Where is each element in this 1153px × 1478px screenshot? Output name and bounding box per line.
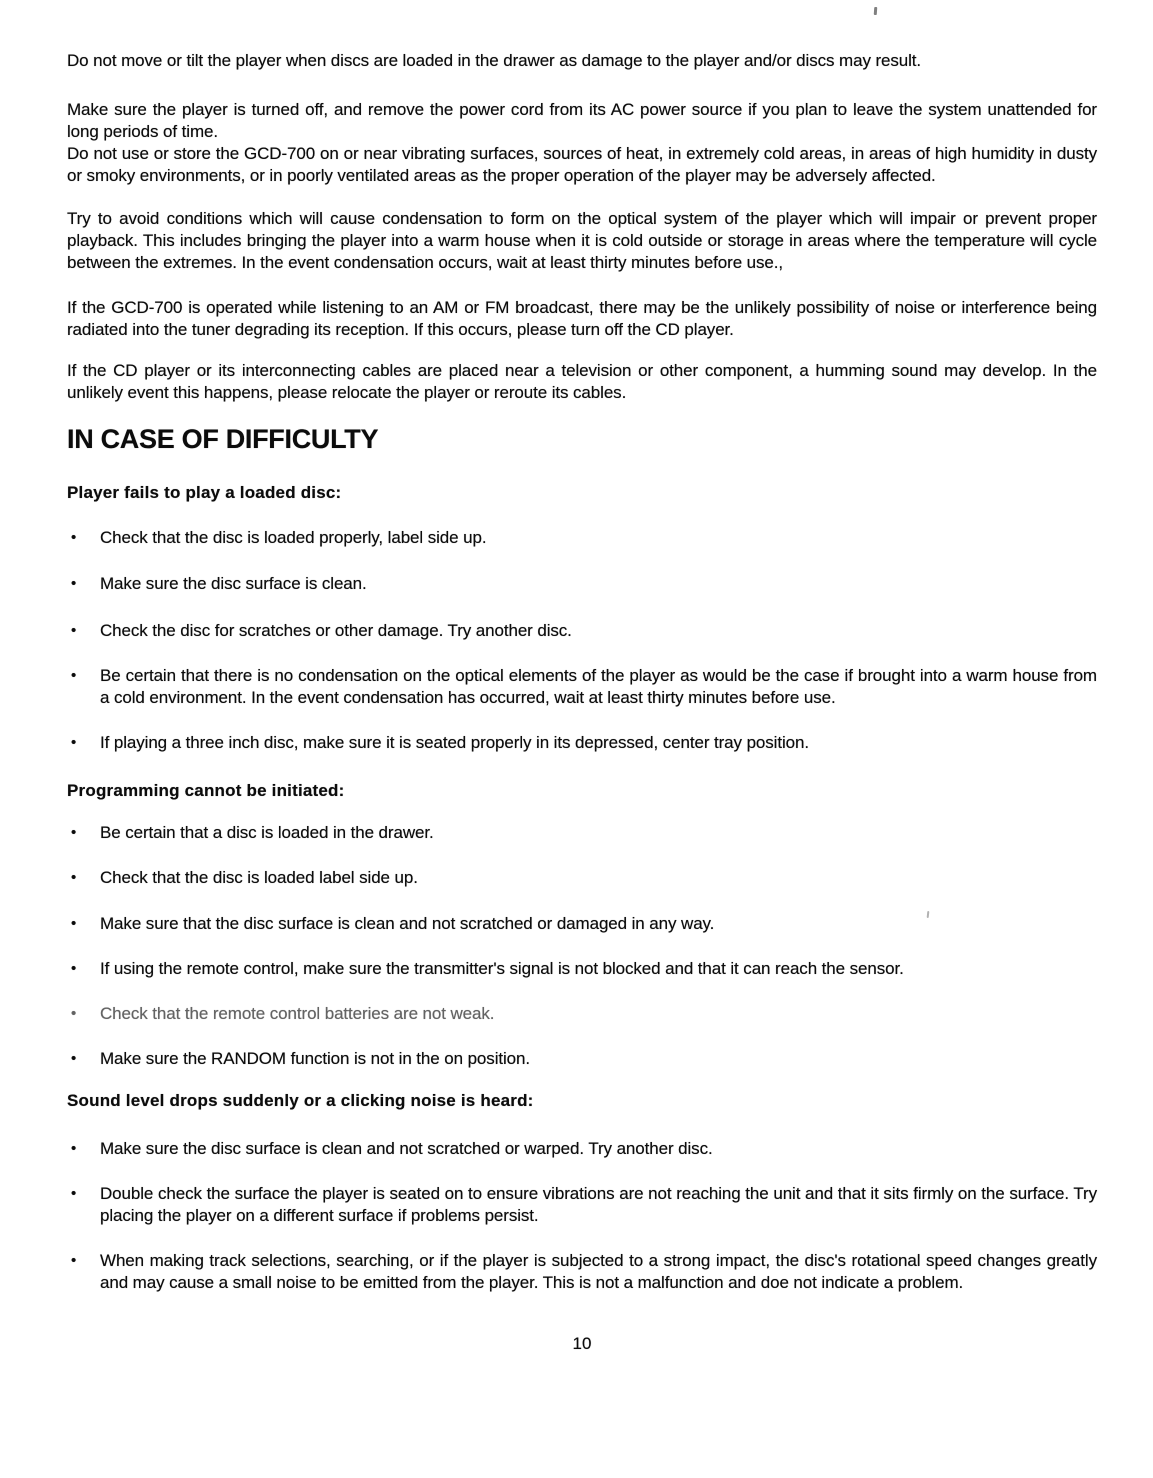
intro-paragraph: Make sure the player is turned off, and remove the power cord from its AC power source if you plan to leave the system unattended for long periods of time. xyxy=(67,100,1097,141)
bullet-icon: • xyxy=(71,734,77,751)
intro-paragraph: If the GCD-700 is operated while listening to an AM or FM broadcast, there may be the unlikely possibility of noise or interference being radiated into the tuner degrading its reception. If this occurs, please turn off the CD player. xyxy=(67,298,1097,339)
intro-paragraph: Do not move or tilt the player when discs are loaded in the drawer as damage to the player and/or discs may result. xyxy=(67,51,922,70)
list-item xyxy=(67,527,1097,549)
bullet-icon: • xyxy=(71,622,77,639)
list-item-text: Check the disc for scratches or other damage. Try another disc. xyxy=(100,621,572,640)
list-item-text: If playing a three inch disc, make sure it is seated properly in its depressed, center tray position. xyxy=(100,733,809,752)
list-item xyxy=(67,867,1097,889)
section-subheading: Sound level drops suddenly or a clicking noise is heard: xyxy=(67,1091,534,1110)
page-number: 10 xyxy=(572,1334,592,1353)
intro-paragraph: Try to avoid conditions which will cause condensation to form on the optical system of the player which will impair or prevent proper playback. This includes bringing the player into a warm house when it is cold outside or storage in areas where the temperature will cycle between the extremes. In the event condensation occurs, wait at least thirty minutes before use., xyxy=(67,209,1097,272)
page-title: IN CASE OF DIFFICULTY xyxy=(67,424,379,454)
list-item-text: Make sure the disc surface is clean and not scratched or warped. Try another disc. xyxy=(100,1139,713,1158)
list-item-text: Be certain that there is no condensation on the optical elements of the player as would be the case if brought into a warm house from a cold environment. In the event condensation has occurred, wait at least thirty minutes before use. xyxy=(100,666,1097,707)
list-item xyxy=(67,665,1097,709)
list-item xyxy=(67,620,1097,642)
intro-paragraph: If the CD player or its interconnecting cables are placed near a television or other component, a humming sound may develop. In the unlikely event this happens, please relocate the player or reroute its cables. xyxy=(67,361,1097,402)
list-item xyxy=(67,822,1097,844)
list-item xyxy=(67,1138,1097,1160)
bullet-icon: • xyxy=(71,824,77,841)
section-subheading: Programming cannot be initiated: xyxy=(67,781,345,800)
bullet-icon: • xyxy=(71,960,77,977)
bullet-icon: • xyxy=(71,1005,77,1022)
bullet-icon: • xyxy=(71,869,77,886)
list-item-text: Check that the disc is loaded label side up. xyxy=(100,868,418,887)
list-item xyxy=(67,1048,1097,1070)
bullet-icon: • xyxy=(71,1050,77,1067)
scan-speck xyxy=(874,7,878,15)
list-item xyxy=(67,732,1097,754)
list-item xyxy=(67,958,1097,980)
bullet-icon: • xyxy=(71,667,77,684)
list-item-text: Be certain that a disc is loaded in the drawer. xyxy=(100,823,434,842)
list-item-text: Make sure that the disc surface is clean and not scratched or damaged in any way. xyxy=(100,914,715,933)
list-item xyxy=(67,573,1097,595)
bullet-icon: • xyxy=(71,1140,77,1157)
section-subheading: Player fails to play a loaded disc: xyxy=(67,483,342,502)
list-item xyxy=(67,1003,1097,1025)
list-item xyxy=(67,913,1097,935)
bullet-icon: • xyxy=(71,1185,77,1202)
bullet-icon: • xyxy=(71,1252,77,1269)
list-item-text: Check that the disc is loaded properly, label side up. xyxy=(100,528,487,547)
bullet-icon: • xyxy=(71,529,77,546)
list-item-text: Make sure the disc surface is clean. xyxy=(100,574,367,593)
list-item-text: Check that the remote control batteries are not weak. xyxy=(100,1004,495,1023)
list-item-text: If using the remote control, make sure the transmitter's signal is not blocked and that it can reach the sensor. xyxy=(100,959,904,978)
list-item-text: When making track selections, searching, or if the player is subjected to a strong impact, the disc's rotational speed changes greatly and may cause a small noise to be emitted from the player. This is not a malfunction and doe not indicate a problem. xyxy=(100,1251,1097,1292)
list-item xyxy=(67,1250,1097,1294)
bullet-icon: • xyxy=(71,915,77,932)
list-item-text: Double check the surface the player is seated on to ensure vibrations are not reaching the unit and that it sits firmly on the surface. Try placing the player on a different surface if problems persist. xyxy=(100,1184,1097,1225)
list-item xyxy=(67,1183,1097,1227)
bullet-icon: • xyxy=(71,575,77,592)
list-item-text: Make sure the RANDOM function is not in the on position. xyxy=(100,1049,531,1068)
intro-paragraph: Do not use or store the GCD-700 on or near vibrating surfaces, sources of heat, in extremely cold areas, in areas of high humidity in dusty or smoky environments, or in poorly ventilated areas as the proper operation of the player may be adversely affected. xyxy=(67,144,1097,185)
